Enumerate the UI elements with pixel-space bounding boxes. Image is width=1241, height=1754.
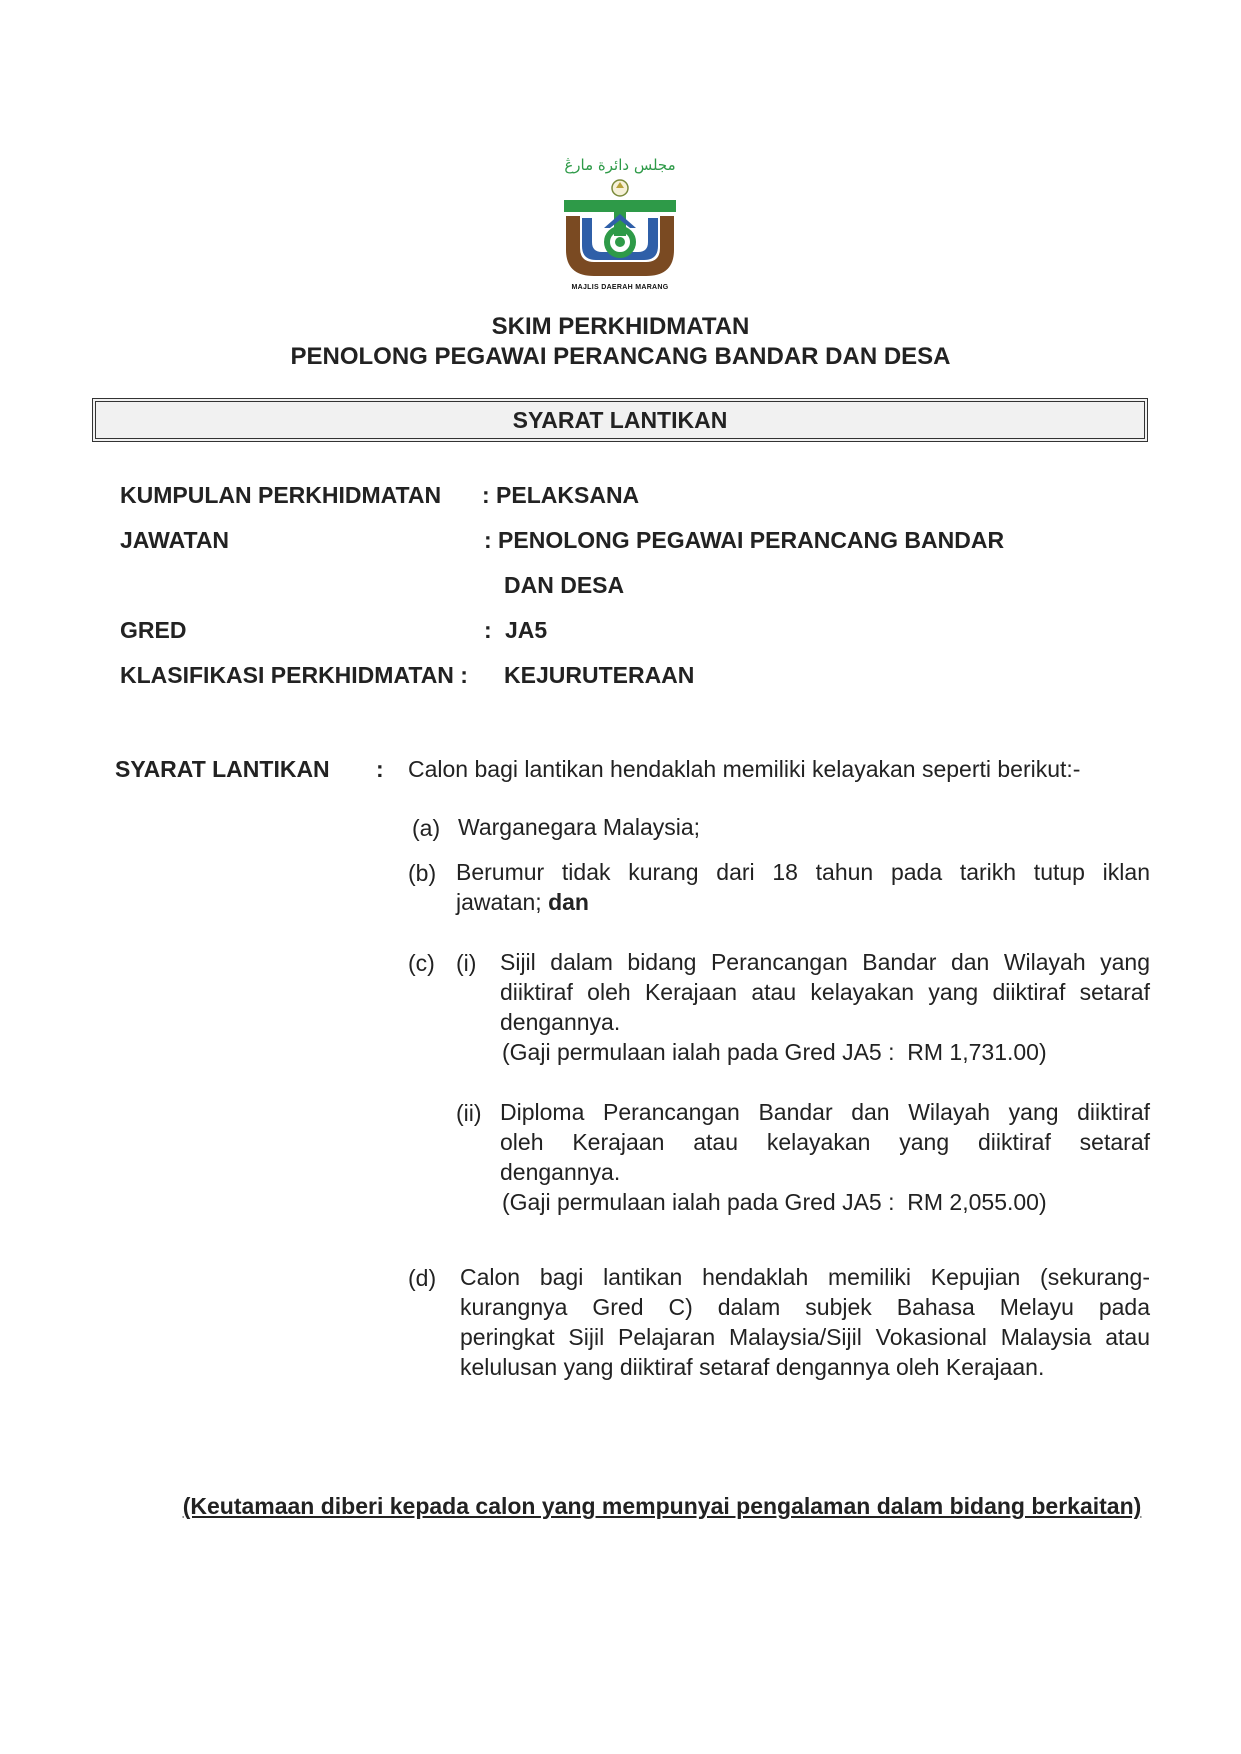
item-c-ii-salary: (Gaji permulaan ialah pada Gred JA5 : RM 2,055.00) — [502, 1189, 1047, 1215]
item-d-line4: kelulusan yang diiktiraf setaraf dengannya oleh Kerajaan. — [460, 1354, 1045, 1380]
logo-caption: MAJLIS DAERAH MARANG — [571, 284, 669, 291]
item-d-line1: Calon bagi lantikan hendaklah memiliki Kepujian (sekurang- — [460, 1264, 1150, 1290]
item-c-marker: (c) — [408, 950, 435, 976]
jawatan-value-line1: : PENOLONG PEGAWAI PERANCANG BANDAR — [484, 527, 1005, 553]
klasifikasi-value: KEJURUTERAAN — [504, 662, 695, 688]
priority-note: (Keutamaan diberi kepada calon yang mempunyai pengalaman dalam bidang berkaitan) — [182, 1493, 1142, 1519]
jawatan-value-line2: DAN DESA — [504, 572, 625, 598]
section-banner: SYARAT LANTIKAN — [92, 398, 1148, 442]
gred-value: JA5 — [505, 617, 548, 643]
requirements-intro: Calon bagi lantikan hendaklah memiliki kelayakan seperti berikut:- — [408, 756, 1081, 782]
item-a-marker: (a) — [412, 815, 441, 841]
item-b-marker: (b) — [408, 860, 437, 886]
item-c-ii-line3: dengannya. — [500, 1159, 621, 1185]
item-b-bold-dan: dan — [548, 889, 589, 915]
item-c-ii-marker: (ii) — [456, 1100, 482, 1126]
logo-emblem-icon — [560, 150, 680, 282]
item-b-line2 — [456, 887, 589, 917]
item-d-line2: kurangnya Gred C) dalam subjek Bahasa Melayu pada — [460, 1294, 1150, 1320]
item-a-text: Warganegara Malaysia; — [458, 814, 701, 840]
item-c-ii-line1: Diploma Perancangan Bandar dan Wilayah yang diiktiraf — [500, 1099, 1150, 1125]
item-d-marker: (d) — [408, 1265, 437, 1291]
item-c-i-line2: diiktiraf oleh Kerajaan atau kelayakan yang diiktiraf setaraf — [500, 979, 1150, 1005]
item-c-i-line3: dengannya. — [500, 1009, 621, 1035]
item-c-i-marker: (i) — [456, 950, 477, 976]
gred-label: GRED — [120, 617, 187, 643]
requirements-label: SYARAT LANTIKAN — [115, 756, 330, 782]
scheme-title: SKIM PERKHIDMATAN — [491, 313, 750, 340]
item-b-line1: Berumur tidak kurang dari 18 tahun pada tarikh tutup iklan — [456, 859, 1150, 885]
item-c-ii-line2: oleh Kerajaan atau kelayakan yang diiktiraf setaraf — [500, 1129, 1150, 1155]
gred-colon: : — [484, 617, 492, 643]
item-b-text-end: jawatan; — [456, 889, 542, 915]
kumpulan-label: KUMPULAN PERKHIDMATAN — [120, 482, 442, 508]
item-c-i-salary: (Gaji permulaan ialah pada Gred JA5 : RM 1,731.00) — [502, 1039, 1047, 1065]
klasifikasi-label: KLASIFIKASI PERKHIDMATAN : — [120, 662, 468, 688]
jawatan-label: JAWATAN — [120, 527, 230, 553]
council-logo — [560, 150, 680, 295]
post-title: PENOLONG PEGAWAI PERANCANG BANDAR DAN DESA — [290, 343, 951, 370]
requirements-colon: : — [376, 756, 384, 782]
item-c-i-line1: Sijil dalam bidang Perancangan Bandar dan Wilayah yang — [500, 949, 1150, 975]
kumpulan-value: : PELAKSANA — [482, 482, 640, 508]
logo-arabic-text: مجلس دائرة مارڠ — [564, 156, 676, 174]
item-d-line3: peringkat Sijil Pelajaran Malaysia/Sijil Vokasional Malaysia atau — [460, 1324, 1150, 1350]
